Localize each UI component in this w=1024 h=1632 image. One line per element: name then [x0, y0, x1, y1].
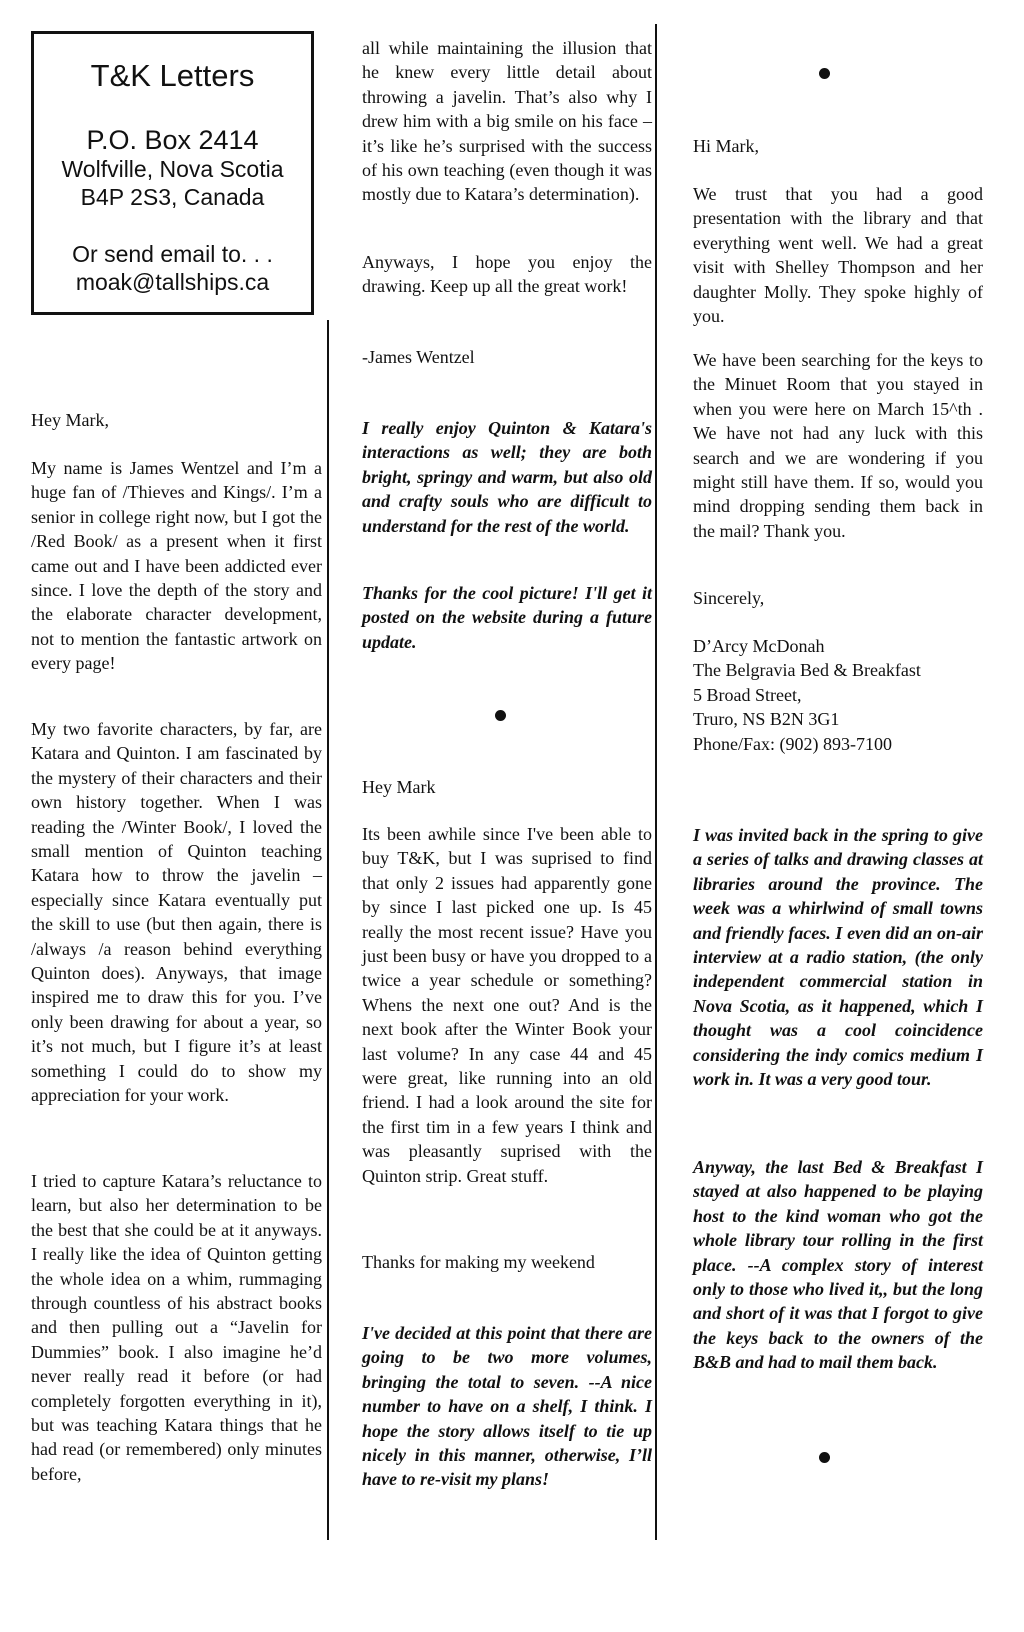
letter3-paragraph-2: We have been searching for the keys to the Minuet Room that you stayed in when you were here on March 15^th . We have not had any luck with this search and we are wondering if you might still have them. If so, would you mind dropping sending them back in the mail? Thank you. — [693, 350, 983, 541]
letter2-paragraph-1: Its been awhile since I've been able to buy T&K, but I was suprised to find that only 2 issues had apparently gone by since I last picked one up. Is 45 really the most recent issue? Have you just been busy or have you dropped to a twice a year schedule or something? Whens the next one out? And is the next book after the Winter Book your last volume? In any case 44 and 45 were great, like running into an old friend. I had a look around the site for the first tim in a few years I think and was pleasantly suprised with the Quinton strip. Great stuff. — [362, 824, 652, 1186]
address-box — [31, 31, 314, 315]
column-divider-left — [327, 320, 329, 1540]
mailing-address — [34, 126, 311, 211]
letter2-greeting: Hey Mark — [362, 777, 436, 797]
address-title: T&K Letters — [90, 58, 255, 93]
letter1-paragraph-1: My name is James Wentzel and I’m a huge fan of /Thieves and Kings/. I’m a senior in college right now, but I got the /Red Book/ as a present when it first came out and I have been addicted ever since. I love the depth of the story and the elaborate character development, not to mention the fantastic artwork on every page! — [31, 458, 322, 674]
letter3-reply-2: Anyway, the last Bed & Breakfast I stayed at also happened to be playing host to the kind woman who got the whole library tour rolling in the first place. --A complex story of interest only to those who lived it,, but the long and short of it was that I forgot to give the keys back to the owners of the B&B and had to mail them back. — [693, 1157, 983, 1373]
letter3-greeting: Hi Mark, — [693, 136, 759, 156]
email-prompt: Or send email to. . . — [72, 241, 273, 267]
email-address[interactable]: moak@tallships.ca — [75, 269, 270, 295]
letter2-paragraph-2: Thanks for making my weekend — [362, 1252, 595, 1272]
letter1-paragraph-5: Anyways, I hope you enjoy the drawing. Keep up all the great work! — [362, 252, 652, 297]
separator-bullet — [819, 1452, 830, 1463]
po-box: P.O. Box 2414 — [86, 125, 259, 155]
letter1-paragraph-3: I tried to capture Katara’s reluctance to learn, but also her determination to be the best that she could be at it anyways. I really like the idea of Quinton getting the whole idea on a whim, rummaging through countless of his abstract books and then pulling out a “Javelin for Dummies” book. I also imagine he’d never really read it before (or had completely forgotten everything in it), but was teaching Katara things that he had read (or remembered) only minutes before, — [31, 1171, 322, 1484]
email-block — [34, 240, 311, 296]
letter1-paragraph-4: all while maintaining the illusion that he knew every little detail about throwing a javelin. That’s also why I drew him with a big smile on his face – it’s like he’s surprised with the success of his own teaching (even though it was mostly due to Katara’s determination). — [362, 38, 652, 205]
letter3-closing: Sincerely, — [693, 588, 765, 608]
signature-name: D’Arcy McDonah — [693, 636, 825, 656]
separator-bullet — [819, 68, 830, 79]
letter1-reply-2: Thanks for the cool picture! I'll get it posted on the website during a future update. — [362, 583, 652, 652]
address-postal: B4P 2S3, Canada — [80, 184, 265, 210]
signature-street: 5 Broad Street, — [693, 684, 802, 705]
letter3-paragraph-1: We trust that you had a good presentation with the library and that everything went well. We had a great visit with Shelley Thompson and her daughter Molly. They spoke highly of you. — [693, 184, 983, 327]
address-city: Wolfville, Nova Scotia — [61, 156, 284, 182]
signature-phone: Phone/Fax: (902) 893-7100 — [693, 733, 892, 754]
letter2-reply: I've decided at this point that there are going to be two more volumes, bringing the total to seven. --A nice number to have on a shelf, I think. I hope the story allows itself to tie up nicely in this manner, otherwise, I’ll have to re-visit my plans! — [362, 1323, 652, 1490]
separator-bullet — [495, 710, 506, 721]
signature-city: Truro, NS B2N 3G1 — [693, 709, 840, 730]
letter3-signature — [693, 634, 983, 756]
signature-business: The Belgravia Bed & Breakfast — [693, 660, 921, 681]
letter1-greeting: Hey Mark, — [31, 410, 109, 430]
letter1-paragraph-2: My two favorite characters, by far, are Katara and Quinton. I am fascinated by the mystery of their characters and their own history together. When I was reading the /Winter Book/, I loved the small mention of Quinton teaching Katara how to throw the javelin – especially since Katara eventually put the skill to use (but then again, there is /always /a reason behind everything Quinton does). Anyways, that image inspired me to draw this for you. I’ve only been drawing for about a year, so it’s not much, but I figure it’s at least something I could do to show my appreciation for your work. — [31, 719, 322, 1106]
column-divider-right — [655, 24, 657, 1540]
letter1-reply-1: I really enjoy Quinton & Katara's interactions as well; they are both bright, springy and warm, but also old and crafty souls who are difficult to understand for the rest of the world. — [362, 418, 652, 536]
letter1-signature: -James Wentzel — [362, 347, 475, 367]
letter3-reply-1: I was invited back in the spring to give a series of talks and drawing classes at libraries around the province. The week was a whirlwind of small towns and friendly faces. I even did an on-air interview at a radio station, (the only independent commercial station in Nova Scotia, as it happened, which I thought was a cool coincidence considering the indy comics medium I work in. It was a very good tour. — [693, 825, 983, 1090]
